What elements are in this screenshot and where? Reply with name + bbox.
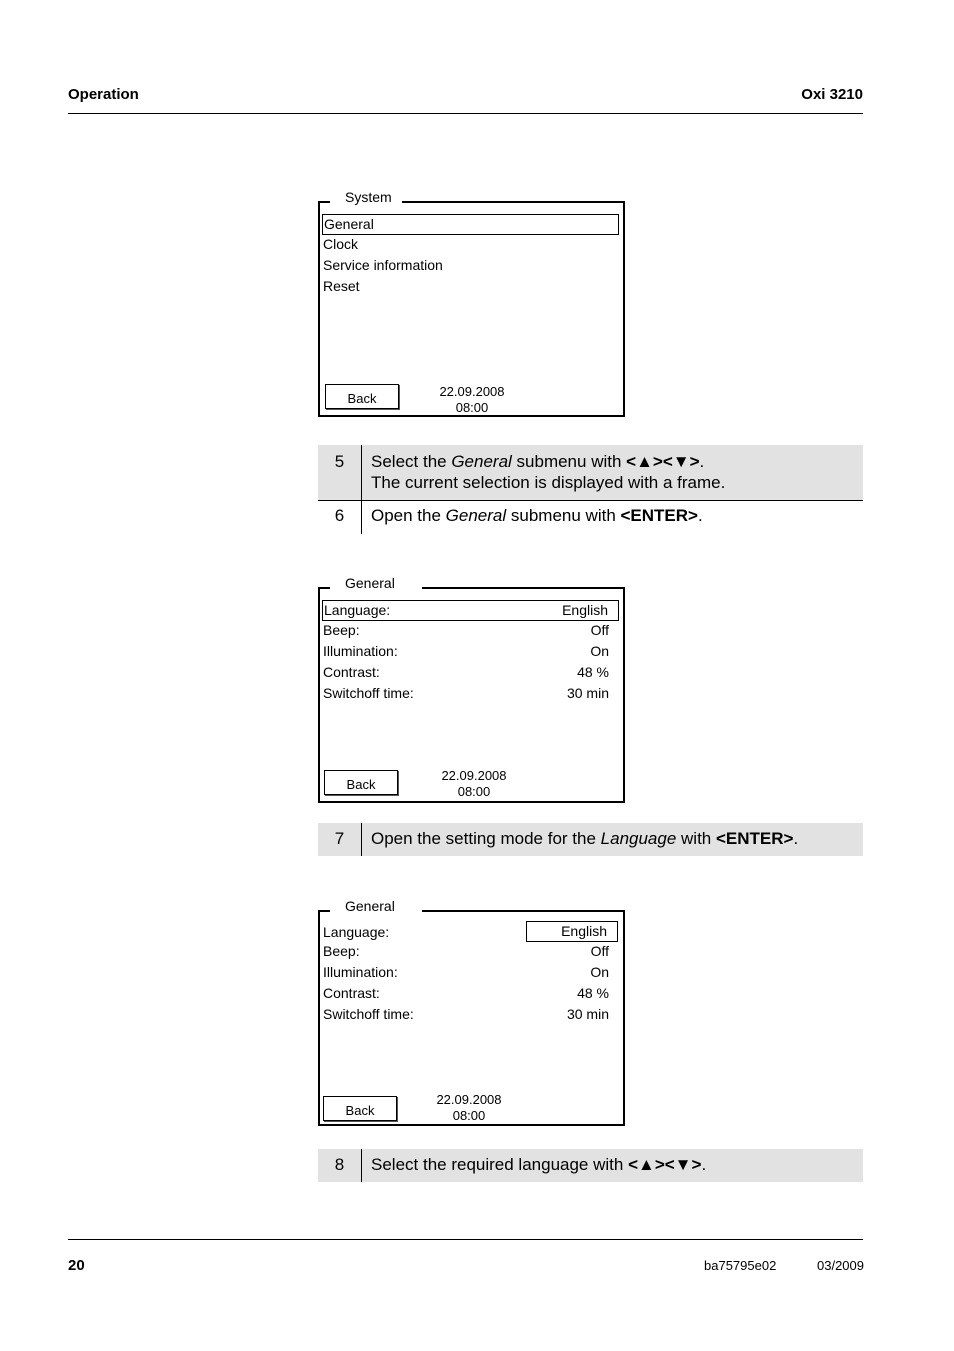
screen-general-setting-mode [318, 898, 625, 1126]
setting-row-switchoff-time[interactable] [322, 684, 619, 705]
back-button[interactable]: Back [324, 770, 398, 795]
menu-item-general[interactable] [322, 214, 619, 235]
screen-system [318, 189, 625, 417]
header-section: Operation [68, 86, 139, 103]
setting-row-illumination[interactable] [322, 642, 619, 663]
setting-value: English [562, 602, 608, 618]
date-text: 22.09.2008 [436, 1092, 502, 1107]
step-6 [318, 501, 863, 534]
setting-row-contrast[interactable] [322, 984, 619, 1005]
step-7 [318, 823, 863, 856]
setting-label: Switchoff time: [323, 685, 414, 701]
screen-title: System [345, 189, 392, 205]
setting-row-switchoff-time[interactable] [322, 1005, 619, 1026]
setting-value: Off [590, 943, 609, 959]
screen-title: General [345, 575, 395, 591]
menu-item-service-information[interactable] [322, 256, 619, 277]
step-number: 6 [334, 506, 345, 525]
setting-row-language[interactable] [322, 600, 619, 621]
step-number: 8 [334, 1155, 345, 1174]
step-text: Open the setting mode for the Language with <ENTER>. [371, 829, 799, 848]
setting-value: 48 % [577, 985, 609, 1001]
setting-row-illumination[interactable] [322, 963, 619, 984]
setting-label: Language: [324, 602, 391, 618]
date-text: 22.09.2008 [441, 768, 507, 783]
time-text: 08:00 [455, 400, 489, 415]
setting-label: Beep: [323, 622, 360, 638]
date-time [424, 1092, 514, 1124]
back-button[interactable]: Back [325, 384, 399, 409]
screen-title: General [345, 898, 395, 914]
time-text: 08:00 [452, 1108, 486, 1123]
footer-rule [68, 1239, 863, 1240]
step-number: 7 [334, 829, 345, 848]
setting-row-beep[interactable] [322, 942, 619, 963]
setting-value: 30 min [566, 685, 609, 701]
menu-item-clock[interactable] [322, 235, 619, 256]
setting-label: Illumination: [323, 964, 398, 980]
header-product: Oxi 3210 [801, 86, 863, 103]
setting-row-beep[interactable] [322, 621, 619, 642]
document-id: ba75795e02 [704, 1258, 777, 1273]
setting-value: 30 min [566, 1006, 609, 1022]
date-text: 22.09.2008 [439, 384, 505, 399]
menu-item-label: Clock [323, 236, 359, 252]
language-value-selector[interactable]: English [526, 921, 618, 942]
menu-item-label: Service information [323, 257, 443, 273]
menu-item-label: Reset [323, 278, 360, 294]
setting-value: Off [590, 622, 609, 638]
screen-general-menu [318, 575, 625, 803]
setting-value: On [590, 964, 609, 980]
step-text: Select the required language with <▲><▼>. [371, 1155, 707, 1174]
document-date: 03/2009 [817, 1258, 864, 1273]
setting-value: 48 % [577, 664, 609, 680]
setting-value: On [590, 643, 609, 659]
page-number: 20 [68, 1257, 85, 1274]
time-text: 08:00 [457, 784, 491, 799]
step-8 [318, 1149, 863, 1182]
setting-label: Language: [323, 924, 390, 940]
back-button[interactable]: Back [323, 1096, 397, 1121]
date-time [429, 768, 519, 800]
menu-item-reset[interactable] [322, 277, 619, 298]
step-text: Select the General submenu with <▲><▼>. The current selection is displayed with a frame. [371, 452, 726, 492]
setting-label: Switchoff time: [323, 1006, 414, 1022]
setting-row-contrast[interactable] [322, 663, 619, 684]
step-text: Open the General submenu with <ENTER>. [371, 506, 703, 525]
header-rule [68, 113, 863, 114]
setting-label: Illumination: [323, 643, 398, 659]
date-time [427, 384, 517, 416]
step-5 [318, 445, 863, 500]
menu-item-label: General [324, 216, 374, 232]
step-number: 5 [334, 452, 345, 471]
setting-label: Beep: [323, 943, 360, 959]
setting-label: Contrast: [323, 985, 380, 1001]
setting-label: Contrast: [323, 664, 380, 680]
